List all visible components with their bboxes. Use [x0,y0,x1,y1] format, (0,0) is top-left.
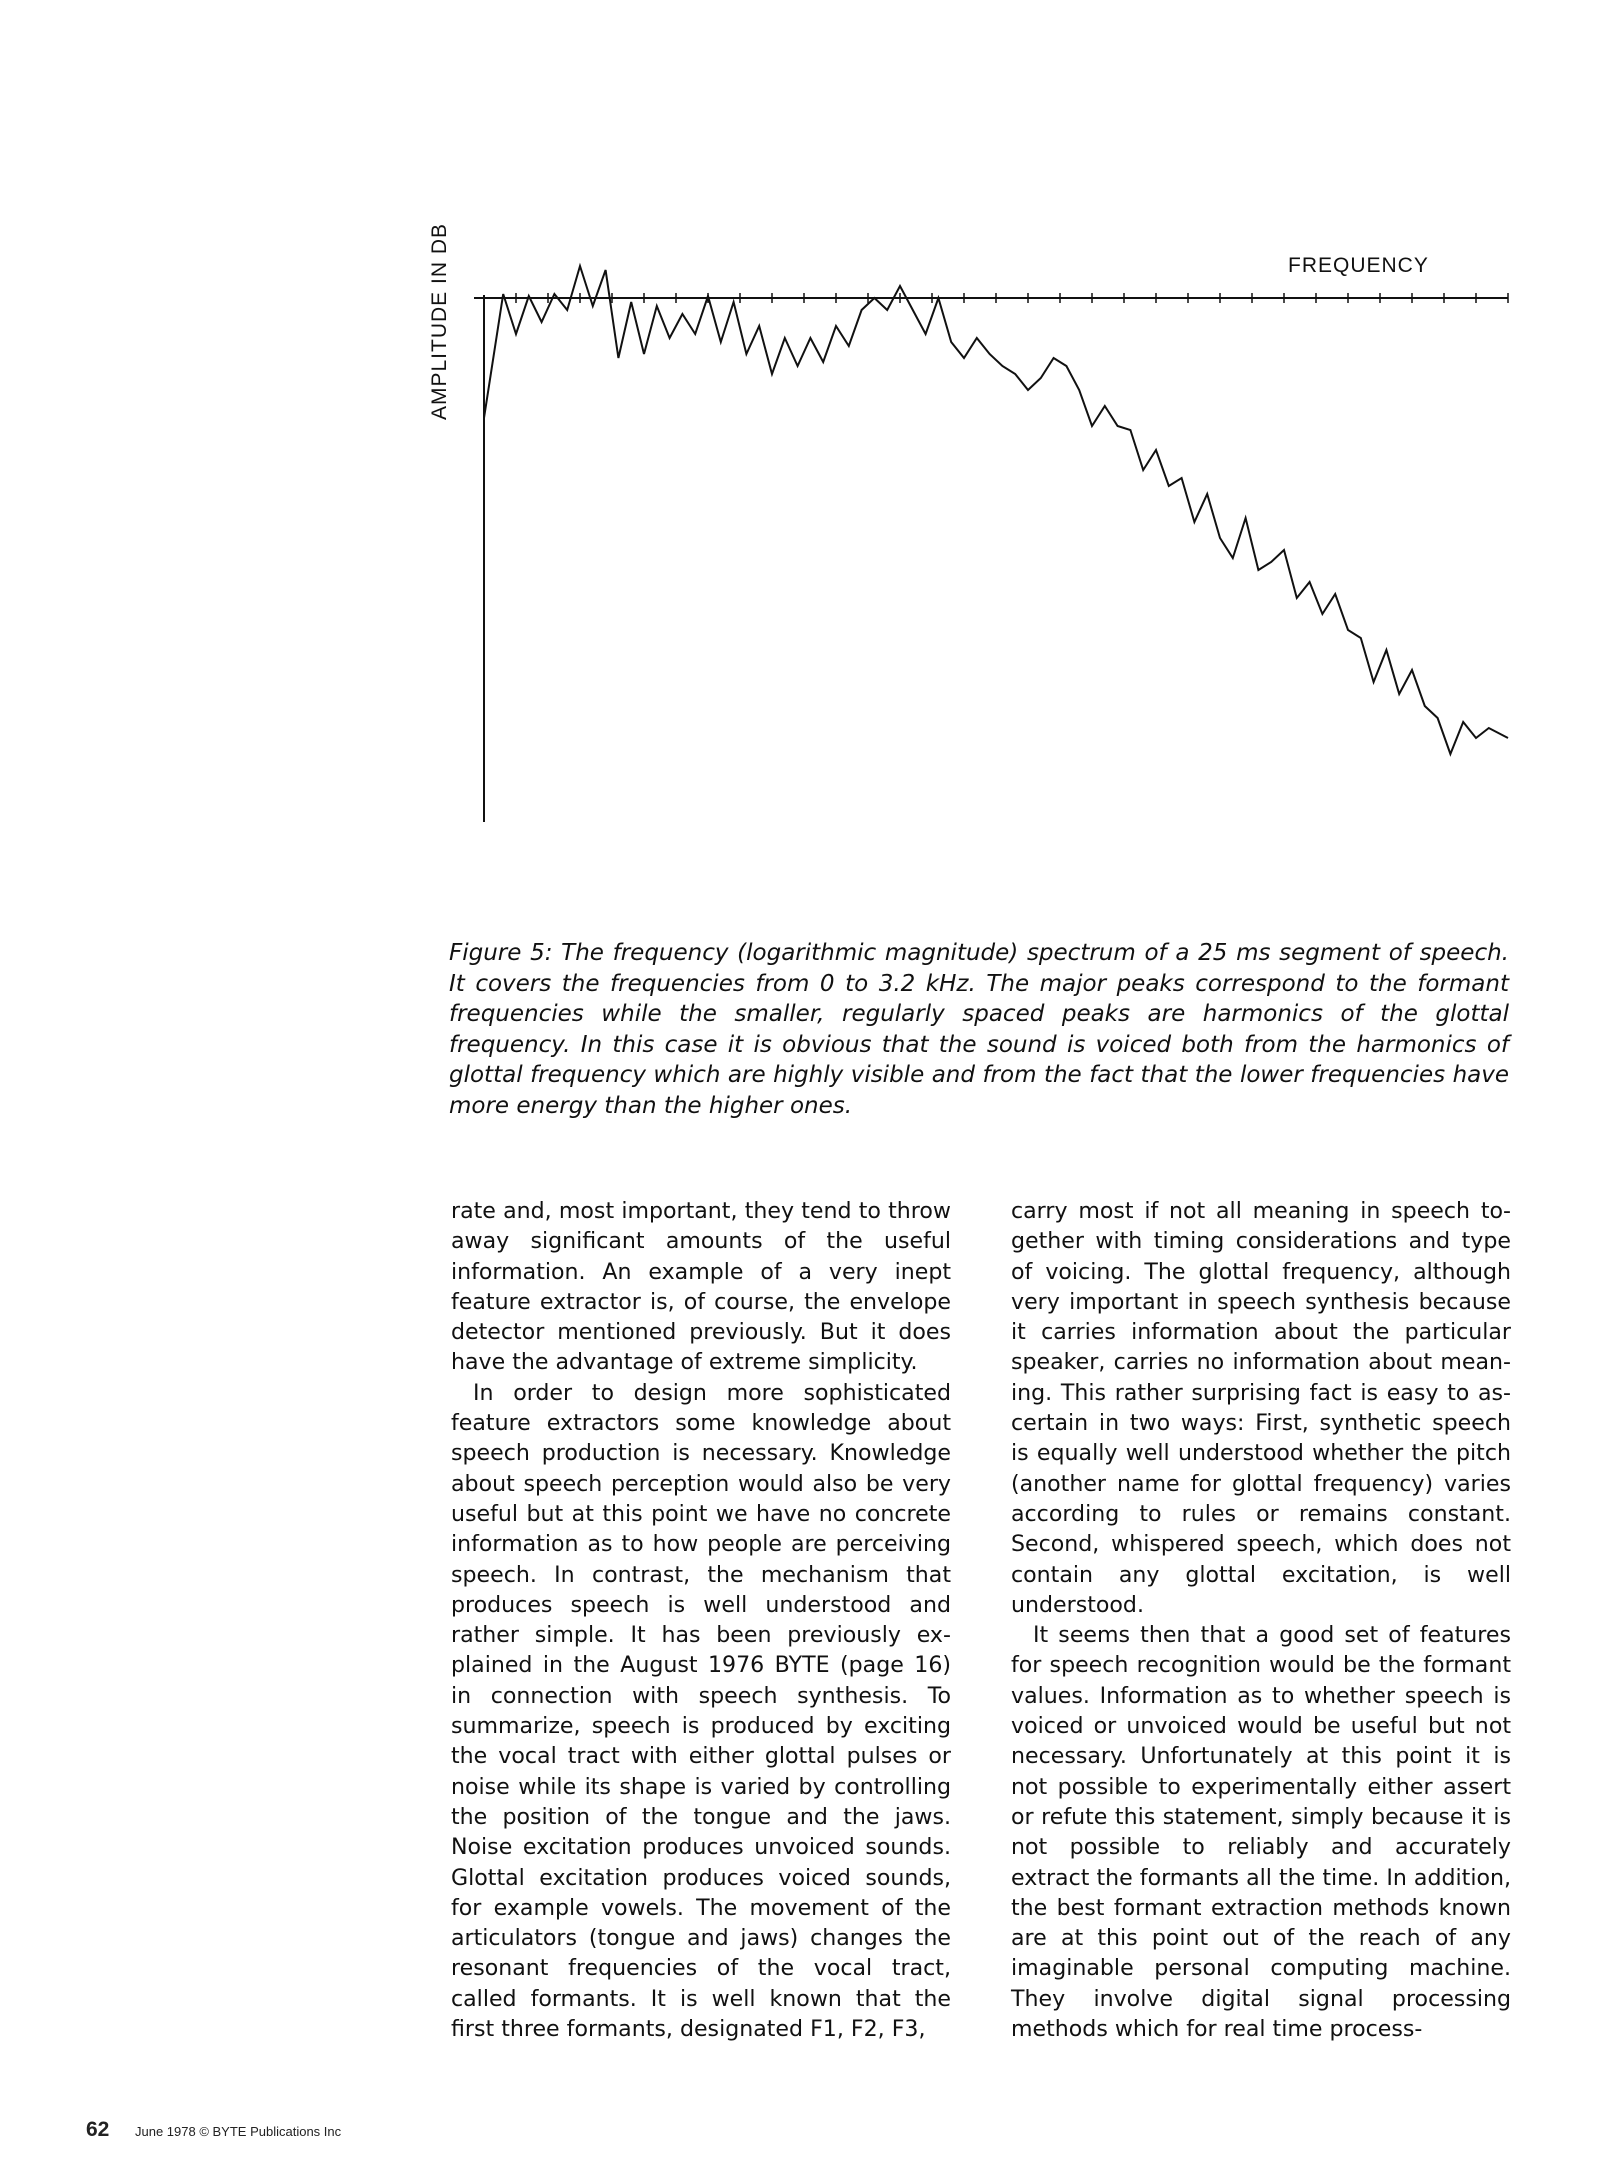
paragraph: In order to design more sophisticated feature extractors some knowledge about speech production is necessary. Knowledge about speech perception would also be very useful but at this point we have no concrete information as to how people are perceiving speech. In contrast, the mechanism that produces speech is well understood and rather simple. It has been previously explained in the August 1976 BYTE (page 16) in connection with speech synthesis. To summarize, speech is produced by exciting the vocal tract with either glottal pulses or noise while its shape is varied by controlling the position of the tongue and the jaws. Noise excitation produces unvoiced sounds. Glottal excitation produces voiced sounds, for example vowels. The movement of the articulators (tongue and jaws) changes the resonant frequencies of the vocal tract, called formants. It is well known that the first three formants, designated F1, F2, F3, [451,1379,951,2043]
publication-credit: June 1978 © BYTE Publications Inc [134,2124,342,2139]
x-axis-label: FREQUENCY [1288,254,1429,277]
paragraph: rate and, most important, they tend to throw away significant amounts of the useful information. An example of a very inept feature extractor is, of course, the envelope detector mentioned previously. But it does have the advantage of extreme simplicity. [451,1198,951,1376]
paragraph: It seems then that a good set of features for speech recognition would be the formant values. Information as to whether speech is voiced or unvoiced would be useful but not necessary. Unfortunately at this point it is not possible to experimentally either assert or refute this statement, simply because it is not possible to reliably and accurately extract the formants all the time. In addition, the best formant extraction methods known are at this point out of the reach of any imaginable personal computing machine. They involve digital signal processing methods which for real time process- [1011,1622,1511,2043]
paragraph: carry most if not all meaning in speech together with timing considerations and type of voicing. The glottal frequency, although very important in speech synthesis because it carries information about the particular speaker, carries no information about meaning. This rather surprising fact is easy to ascertain in two ways: First, synthetic speech is equally well understood whether the pitch (another name for glottal frequency) varies according to rules or remains constant. Second, whispered speech, which does not contain any glottal excitation, is well understood. [1011,1198,1511,1618]
figure-caption: Figure 5: The frequency (logarithmic magnitude) spectrum of a 25 ms segment of speech. It covers the frequencies from 0 to 3.2 kHz. The major peaks correspond to the formant frequencies while the smaller, regularly spaced peaks are harmonics of the glottal frequency. In this case it is obvious that the sound is voiced both from the harmonics of glottal frequency which are highly visible and from the fact that the lower frequencies have more energy than the higher ones. [449,940,1509,1119]
spectrum-figure [0,0,1616,960]
page-number: 62 [86,2118,110,2141]
body-column-left [451,1196,951,2044]
page-footer [86,2118,341,2142]
y-axis-label: AMPLITUDE IN DB [428,222,451,420]
body-column-right [1011,1196,1511,2044]
spectrum-curve [484,266,1508,822]
